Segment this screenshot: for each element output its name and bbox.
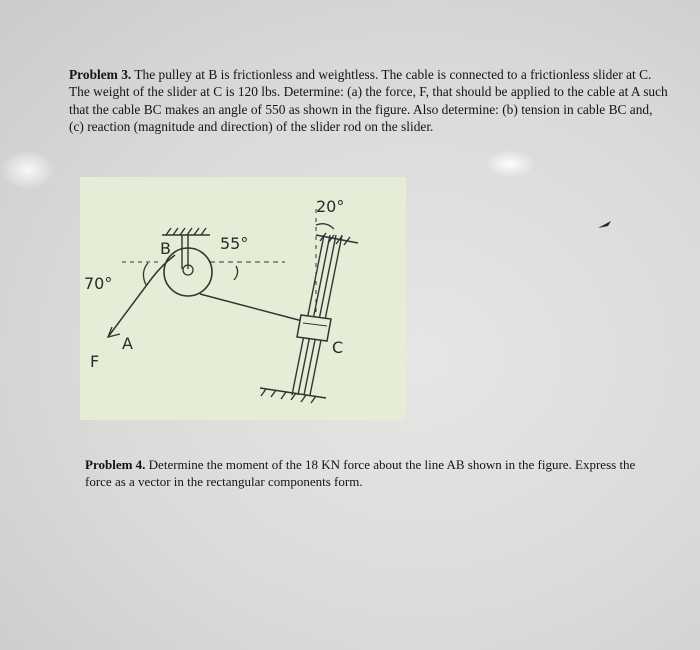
angle-55-arc <box>234 266 238 280</box>
problem-4-paragraph <box>85 456 645 490</box>
angle-70-arc <box>143 263 148 285</box>
label-c: C <box>332 338 344 357</box>
cable-bc <box>200 294 310 323</box>
light-glare <box>485 150 535 178</box>
problem-4-label: Problem 4. <box>85 457 146 472</box>
light-glare-left <box>0 150 55 190</box>
label-b: B <box>160 239 171 258</box>
label-a: A <box>122 334 133 353</box>
label-f: F <box>90 352 100 371</box>
problem-3-text: The pulley at B is frictionless and weightless. The cable is connected to a frictionless slider at C. The weight of the slider at C is 120 lbs. Determine: (a) the force, F, that should be applied to the cable at A such that the cable BC makes an angle of 550 as shown in the figure. Also determine: (b) tension in cable BC and, (c) reaction (magnitude and direction) of the slider rod on the slider. <box>69 67 668 135</box>
problem-4-text: Determine the moment of the 18 KN force about the line AB shown in the figure. Express the force as a vector in the rectangular components form. <box>85 457 636 489</box>
cursor-arrow-icon <box>597 220 613 236</box>
problem-3-paragraph <box>69 66 669 136</box>
slider-block <box>297 315 331 341</box>
slider-rod <box>292 235 342 395</box>
angle-top-label: 20° <box>316 197 345 216</box>
angle-left-label: 70° <box>84 274 113 293</box>
angle-20-arc <box>316 224 334 229</box>
angle-bc-label: 55° <box>220 234 249 253</box>
figure-drawing <box>80 177 406 420</box>
problem-3-label: Problem 3. <box>69 67 132 82</box>
pulley-slider-figure <box>80 177 406 420</box>
